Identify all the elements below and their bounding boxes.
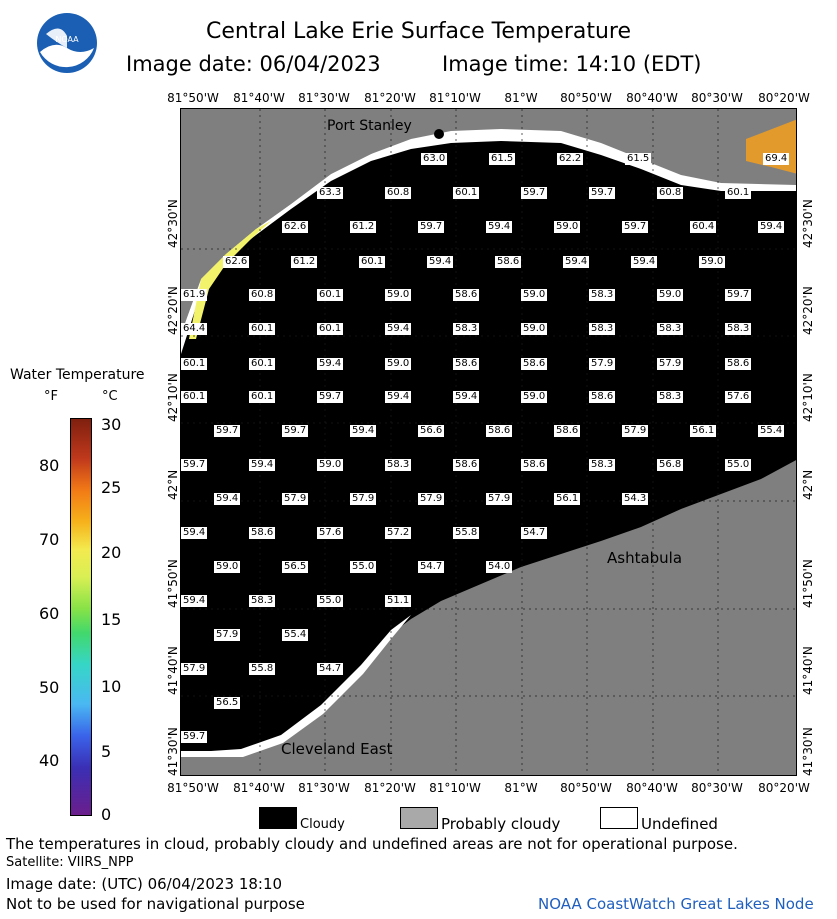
temperature-value: 59.7: [727, 289, 750, 300]
temperature-value: 56.5: [216, 697, 239, 708]
lon-label-top: 81°20'W: [364, 91, 416, 105]
colorbar-c-tick: 30: [101, 415, 122, 434]
temperature-value: 57.9: [284, 493, 307, 504]
temperature-value: 57.9: [216, 629, 239, 640]
temperature-value: 58.6: [523, 459, 546, 470]
lon-label-bottom: 81°20'W: [364, 781, 416, 795]
temperature-value: 58.6: [591, 391, 614, 402]
lon-label-top: 80°50'W: [560, 91, 612, 105]
temperature-value: 58.3: [659, 391, 682, 402]
temperature-value: 56.6: [420, 425, 443, 436]
lon-label-top: 81°W: [504, 91, 538, 105]
temperature-value: 54.7: [523, 527, 546, 538]
lon-label-bottom: 81°10'W: [429, 781, 481, 795]
temperature-value: 59.4: [429, 256, 452, 267]
lat-label-left: 42°10'N: [166, 373, 180, 422]
temperature-value: 56.8: [659, 459, 682, 470]
temperature-value: 59.0: [556, 221, 579, 232]
temperature-value: 55.0: [727, 459, 750, 470]
temperature-value: 58.3: [251, 595, 274, 606]
lon-label-bottom: 80°30'W: [691, 781, 743, 795]
lon-label-top: 81°50'W: [167, 91, 219, 105]
lon-label-bottom: 81°50'W: [167, 781, 219, 795]
temperature-value: 59.7: [216, 425, 239, 436]
legend-probably-cloudy-swatch: [400, 807, 438, 829]
temperature-value: 57.9: [624, 425, 647, 436]
lon-label-bottom: 80°40'W: [626, 781, 678, 795]
legend-undefined-swatch: [600, 807, 638, 829]
temperature-value: 58.6: [497, 256, 520, 267]
satellite-text: Satellite: VIIRS_NPP: [6, 855, 134, 870]
colorbar-c-tick: 15: [101, 610, 122, 629]
temperature-value: 59.4: [387, 323, 410, 334]
port-stanley-marker: [434, 129, 444, 139]
temperature-value: 61.5: [491, 153, 514, 164]
disclaimer-text: The temperatures in cloud, probably cloudy and undefined areas are not for operational purpose.: [6, 835, 738, 853]
lon-label-bottom: 81°W: [504, 781, 538, 795]
temperature-value: 59.4: [183, 595, 206, 606]
lat-label-right: 42°30'N: [801, 199, 815, 248]
lon-label-bottom: 80°50'W: [560, 781, 612, 795]
temperature-value: 58.6: [488, 425, 511, 436]
temperature-value: 58.6: [523, 358, 546, 369]
colorbar-unit-c: °C: [102, 389, 118, 404]
lat-label-left: 42°20'N: [166, 286, 180, 335]
image-time: Image time: 14:10 (EDT): [442, 52, 702, 76]
colorbar-c-tick: 20: [101, 543, 122, 562]
temperature-value: 57.9: [352, 493, 375, 504]
temperature-value: 59.4: [633, 256, 656, 267]
temperature-value: 60.1: [183, 358, 206, 369]
colorbar-c-tick: 10: [101, 677, 122, 696]
temperature-value: 60.8: [659, 187, 682, 198]
lat-label-left: 41°30'N: [166, 727, 180, 776]
temperature-value: 69.4: [765, 153, 788, 164]
temperature-value: 58.6: [727, 358, 750, 369]
temperature-value: 51.1: [387, 595, 410, 606]
colorbar-f-tick: 60: [39, 604, 60, 623]
temperature-value: 59.7: [624, 221, 647, 232]
temperature-value: 59.7: [183, 459, 206, 470]
lon-label-bottom: 80°20'W: [758, 781, 810, 795]
navigation-warning: Not to be used for navigational purpose: [6, 895, 305, 913]
temperature-value: 57.9: [659, 358, 682, 369]
utc-date-text: Image date: (UTC) 06/04/2023 18:10: [6, 875, 283, 893]
temperature-value: 60.1: [319, 323, 342, 334]
temperature-value: 61.2: [352, 221, 375, 232]
temperature-value: 62.2: [559, 153, 582, 164]
temperature-value: 58.3: [727, 323, 750, 334]
lat-label-right: 42°20'N: [801, 286, 815, 335]
map-title: Central Lake Erie Surface Temperature: [205, 19, 632, 44]
temperature-value: 60.1: [727, 187, 750, 198]
temperature-value: 56.1: [556, 493, 579, 504]
temperature-value: 59.4: [319, 358, 342, 369]
temperature-value: 59.7: [591, 187, 614, 198]
temperature-value: 58.6: [556, 425, 579, 436]
lon-label-bottom: 81°30'W: [298, 781, 350, 795]
temperature-value: 55.4: [760, 425, 783, 436]
temperature-value: 60.1: [251, 323, 274, 334]
temperature-value: 55.0: [319, 595, 342, 606]
warm-bay-area: [746, 119, 797, 174]
colorbar-f-tick: 40: [39, 751, 60, 770]
temperature-value: 55.4: [284, 629, 307, 640]
temperature-value: 59.4: [455, 391, 478, 402]
lat-label-right: 41°30'N: [801, 727, 815, 776]
temperature-value: 58.3: [591, 323, 614, 334]
lon-label-top: 81°40'W: [233, 91, 285, 105]
colorbar-c-tick: 25: [101, 478, 122, 497]
temperature-value: 56.5: [284, 561, 307, 572]
temperature-value: 59.7: [420, 221, 443, 232]
lat-label-left: 42°30'N: [166, 199, 180, 248]
colorbar-f-tick: 80: [39, 456, 60, 475]
temperature-value: 54.3: [624, 493, 647, 504]
credit-text: NOAA CoastWatch Great Lakes Node: [538, 895, 814, 913]
image-date: Image date: 06/04/2023: [126, 52, 381, 76]
temperature-value: 60.1: [183, 391, 206, 402]
temperature-value: 60.1: [319, 289, 342, 300]
temperature-value: 61.2: [293, 256, 316, 267]
temperature-value: 59.7: [183, 731, 206, 742]
temperature-value: 61.9: [183, 289, 206, 300]
temperature-value: 62.6: [225, 256, 248, 267]
lat-label-left: 42°N: [166, 469, 180, 500]
temperature-value: 57.6: [319, 527, 342, 538]
temperature-value: 57.9: [420, 493, 443, 504]
lon-label-bottom: 81°40'W: [233, 781, 285, 795]
temperature-value: 56.1: [692, 425, 715, 436]
colorbar-f-tick: 70: [39, 530, 60, 549]
label-ashtabula: Ashtabula: [607, 549, 683, 567]
temperature-value: 57.2: [387, 527, 410, 538]
temperature-value: 57.9: [488, 493, 511, 504]
temperature-value: 58.3: [659, 323, 682, 334]
temperature-value: 59.4: [183, 527, 206, 538]
temperature-value: 58.6: [455, 459, 478, 470]
temperature-value: 58.6: [455, 358, 478, 369]
temperature-value: 60.1: [251, 391, 274, 402]
temperature-value: 59.7: [319, 391, 342, 402]
legend-cloudy-swatch: [259, 807, 297, 829]
temperature-value: 59.0: [319, 459, 342, 470]
temperature-value: 59.4: [352, 425, 375, 436]
temperature-value: 59.4: [760, 221, 783, 232]
temperature-value: 57.6: [727, 391, 750, 402]
lat-label-right: 42°10'N: [801, 373, 815, 422]
temperature-value: 58.3: [591, 459, 614, 470]
temperature-value: 59.4: [216, 493, 239, 504]
lat-label-right: 41°40'N: [801, 646, 815, 695]
temperature-value: 58.6: [455, 289, 478, 300]
temperature-value: 59.4: [565, 256, 588, 267]
temperature-value: 63.0: [423, 153, 446, 164]
colorbar-c-tick: 0: [101, 805, 112, 824]
temperature-value: 60.1: [361, 256, 384, 267]
temperature-value: 59.4: [251, 459, 274, 470]
temperature-value: 59.7: [523, 187, 546, 198]
lon-label-top: 81°10'W: [429, 91, 481, 105]
temperature-value: 60.1: [455, 187, 478, 198]
temperature-value: 59.4: [387, 391, 410, 402]
legend-cloudy-label: Cloudy: [300, 817, 345, 832]
temperature-value: 60.8: [387, 187, 410, 198]
temperature-value: 63.3: [319, 187, 342, 198]
temperature-value: 54.7: [420, 561, 443, 572]
lake-map: [180, 108, 797, 776]
temperature-value: 59.0: [523, 289, 546, 300]
temperature-value: 54.7: [319, 663, 342, 674]
temperature-value: 64.4: [183, 323, 206, 334]
temperature-value: 59.7: [284, 425, 307, 436]
lat-label-right: 42°N: [801, 469, 815, 500]
legend-undefined-label: Undefined: [641, 815, 718, 833]
lon-label-top: 80°20'W: [758, 91, 810, 105]
temperature-value: 57.9: [591, 358, 614, 369]
temperature-value: 60.8: [251, 289, 274, 300]
colorbar-unit-f: °F: [44, 389, 58, 404]
temperature-value: 58.3: [455, 323, 478, 334]
temperature-value: 57.9: [183, 663, 206, 674]
temperature-value: 55.8: [251, 663, 274, 674]
lon-label-top: 81°30'W: [298, 91, 350, 105]
temperature-value: 59.0: [523, 391, 546, 402]
temperature-value: 59.0: [216, 561, 239, 572]
temperature-value: 54.0: [488, 561, 511, 572]
temperature-value: 59.4: [488, 221, 511, 232]
temperature-value: 59.0: [523, 323, 546, 334]
lon-label-top: 80°30'W: [691, 91, 743, 105]
temperature-value: 59.0: [387, 289, 410, 300]
temperature-value: 58.3: [591, 289, 614, 300]
temperature-value: 58.6: [251, 527, 274, 538]
lon-label-top: 80°40'W: [626, 91, 678, 105]
colorbar-f-tick: 50: [39, 678, 60, 697]
temperature-value: 58.3: [387, 459, 410, 470]
temperature-value: 61.5: [627, 153, 650, 164]
colorbar-gradient: [70, 418, 92, 816]
temperature-value: 59.0: [701, 256, 724, 267]
legend-probably-cloudy-label: Probably cloudy: [441, 815, 561, 833]
label-port-stanley: Port Stanley: [327, 118, 412, 134]
temperature-value: 60.1: [251, 358, 274, 369]
colorbar-title: Water Temperature: [10, 367, 145, 383]
lat-label-left: 41°50'N: [166, 559, 180, 608]
lat-label-left: 41°40'N: [166, 646, 180, 695]
label-cleveland-east: Cleveland East: [281, 740, 393, 758]
temperature-value: 55.0: [352, 561, 375, 572]
lat-label-right: 41°50'N: [801, 559, 815, 608]
colorbar-c-tick: 5: [101, 742, 112, 761]
temperature-value: 60.4: [692, 221, 715, 232]
temperature-value: 59.0: [659, 289, 682, 300]
temperature-value: 59.0: [387, 358, 410, 369]
svg-text:NOAA: NOAA: [55, 35, 79, 44]
temperature-value: 55.8: [455, 527, 478, 538]
temperature-value: 62.6: [284, 221, 307, 232]
